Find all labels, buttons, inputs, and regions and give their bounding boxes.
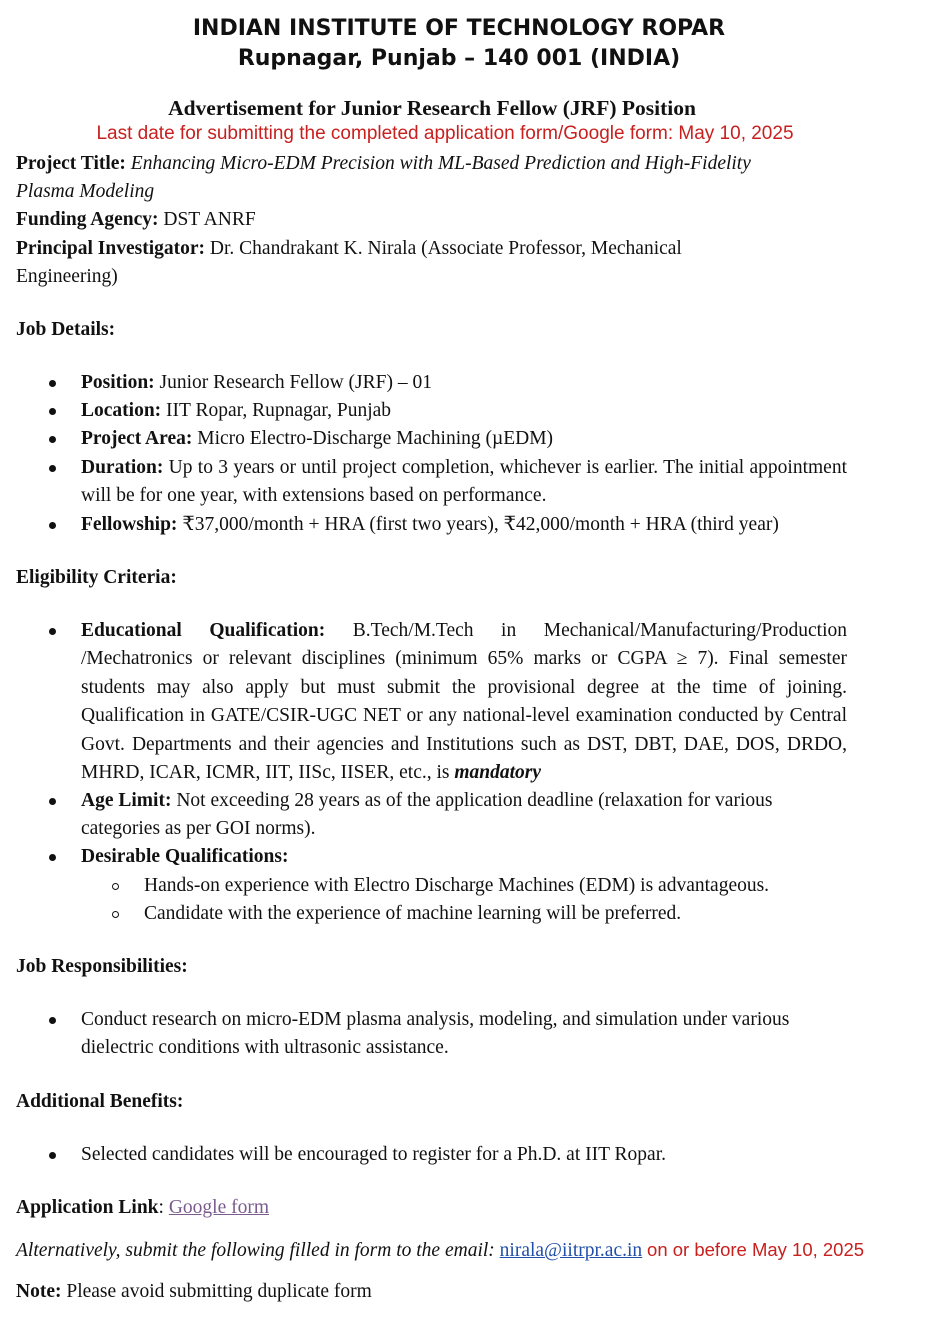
project-title-value: Enhancing Micro-EDM Precision with ML-Based Prediction and High-Fidelity (130, 153, 751, 174)
pi-value-cont: Engineering) (16, 266, 118, 287)
note-value: Please avoid submitting duplicate form (66, 1281, 372, 1302)
mandatory-emphasis: mandatory (454, 762, 542, 784)
benefit-item: Selected candidates will be encouraged to register for a Ph.D. at IIT Ropar. (81, 1144, 666, 1165)
funding-agency-line (16, 206, 256, 234)
institute-name: INDIAN INSTITUTE OF TECHNOLOGY ROPAR (192, 16, 726, 41)
bullet-icon (49, 465, 56, 472)
pi-label: Principal Investigator: (16, 238, 206, 259)
bullet-icon (49, 798, 56, 805)
google-form-link[interactable]: Google form (168, 1197, 269, 1218)
project-title-label: Project Title: (16, 153, 126, 174)
responsibilities-heading: Job Responsibilities: (16, 956, 188, 977)
project-title-line (16, 150, 751, 178)
deadline-text: on or before May 10, 2025 (647, 1239, 865, 1260)
funding-agency-value: DST ANRF (163, 209, 256, 230)
bullet-icon (49, 522, 56, 529)
note-label: Note: (16, 1281, 62, 1302)
location-item: Location: IIT Ropar, Rupnagar, Punjab (81, 400, 392, 421)
pi-value: Dr. Chandrakant K. Nirala (Associate Professor, Mechanical (209, 238, 682, 259)
fellowship-item: Fellowship: ₹37,000/month + HRA (first two years), ₹42,000/month + HRA (third year) (81, 514, 779, 535)
bullet-icon (49, 1152, 56, 1159)
application-link-line: Application Link: Google form (16, 1197, 269, 1218)
advertisement-title: Advertisement for Junior Research Fellow (JRF) Position (168, 96, 696, 120)
alternative-email-line: Alternatively, submit the following filled in form to the email: nirala@iitrpr.ac.in on or before May 10, 2025 (16, 1239, 865, 1261)
last-date-notice: Last date for submitting the completed application form/Google form: May 10, 2025 (96, 123, 794, 144)
alternative-text: Alternatively, submit the following filled in form to the email (16, 1240, 489, 1261)
note-line (16, 1278, 372, 1306)
funding-agency-label: Funding Agency: (16, 209, 159, 230)
eligibility-heading: Eligibility Criteria: (16, 567, 177, 588)
age-limit-item: Age Limit: Not exceeding 28 years as of the application deadline (relaxation for various categories as per GOI norms). (81, 790, 773, 840)
educational-qualification-item: Educational Qualification: B.Tech/M.Tech in Mechanical/Manufacturing/Production /Mechatronics or relevant disciplines (minimum 65% marks or CGPA ≥ 7). Final semester students may also apply but must submit the provisional degree at the time of joining. Qualification in GATE/CSIR-UGC NET or any national-level examination conducted by Central Govt. Departments and their agencies and Institutions such as DST, DBT, DAE, DOS, DRDO, MHRD, ICAR, ICMR, IIT, IISc, IISER, etc., is mandatory (81, 620, 847, 784)
desirable-item: Hands-on experience with Electro Discharge Machines (EDM) is advantageous. (144, 875, 770, 896)
bullet-icon (49, 628, 56, 635)
principal-investigator-line (16, 235, 682, 263)
job-details-heading: Job Details: (16, 319, 116, 340)
duration-item: Duration: Up to 3 years or until project completion, whichever is earlier. The initial appointment will be for one year, with extensions based on performance. (81, 457, 848, 507)
project-area-item: Project Area: Micro Electro-Discharge Machining (µEDM) (81, 428, 554, 449)
application-link-label: Application Link (16, 1197, 159, 1218)
sub-bullet-icon (112, 883, 119, 890)
bullet-icon (49, 380, 56, 387)
responsibility-item: Conduct research on micro-EDM plasma analysis, modeling, and simulation under various dielectric conditions with ultrasonic assistance. (81, 1009, 790, 1059)
email-link[interactable]: nirala@iitrpr.ac.in (499, 1240, 643, 1261)
bullet-icon (49, 854, 56, 861)
bullet-icon (49, 1017, 56, 1024)
desirable-qualifications-item: Desirable Qualifications: (81, 846, 289, 867)
sub-bullet-icon (112, 911, 119, 918)
institute-address: Rupnagar, Punjab – 140 001 (INDIA) (237, 46, 681, 71)
benefits-heading: Additional Benefits: (16, 1091, 184, 1112)
project-title-value-cont: Plasma Modeling (16, 181, 155, 202)
position-item: Position: Junior Research Fellow (JRF) – 01 (81, 372, 432, 393)
bullet-icon (49, 408, 56, 415)
desirable-item: Candidate with the experience of machine learning will be preferred. (144, 903, 682, 924)
bullet-icon (49, 436, 56, 443)
